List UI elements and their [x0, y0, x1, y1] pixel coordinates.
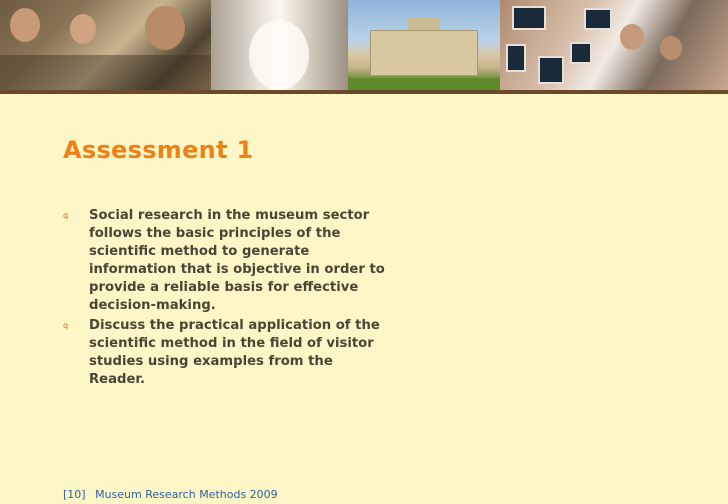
bullet-item	[63, 207, 393, 315]
bullet-text: Discuss the practical application of the scientific method in the field of visitor studies using examples from the Reader.	[89, 318, 380, 387]
square-bullet-icon: q	[63, 321, 69, 330]
slide-footer	[63, 488, 284, 501]
course-name: Museum Research Methods 2009	[95, 488, 278, 501]
bullet-text: Social research in the museum sector follows the basic principles of the scientific method to generate information that is objective in order to provide a reliable basis for effective decision-making.	[89, 208, 385, 313]
header-divider	[0, 90, 728, 94]
square-bullet-icon: q	[63, 211, 69, 220]
bullet-list	[63, 207, 393, 391]
lace-dress-photo	[211, 0, 348, 90]
header-photo-strip	[0, 0, 728, 90]
bullet-item	[63, 317, 393, 389]
gallery-screens-photo	[500, 0, 728, 90]
museum-building-photo	[348, 0, 500, 90]
visitors-photo	[0, 0, 211, 90]
slide-title: Assessment 1	[63, 136, 254, 164]
slide-number: [10]	[63, 488, 86, 501]
